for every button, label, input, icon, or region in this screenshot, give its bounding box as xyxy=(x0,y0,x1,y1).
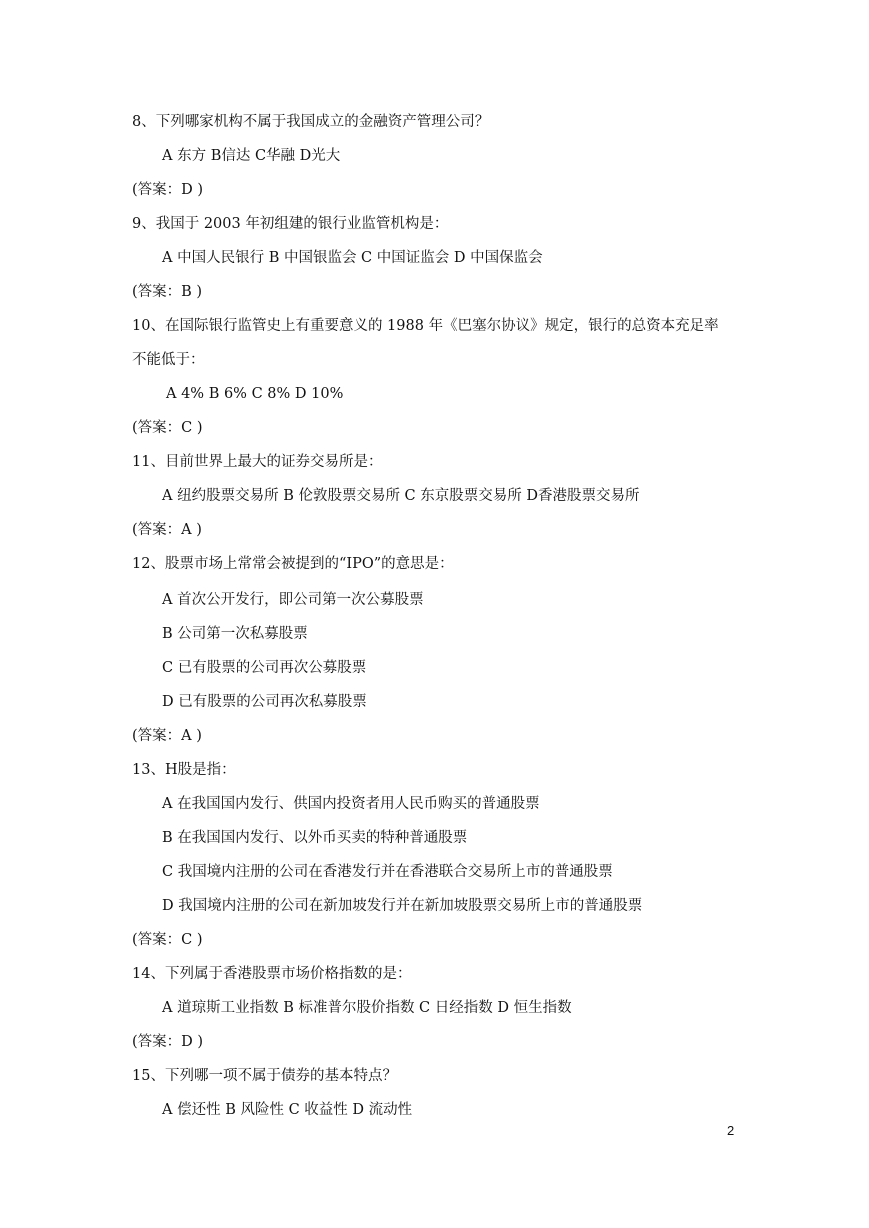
question-8-options: A 东方 B信达 C华融 D光大 xyxy=(162,148,341,164)
question-11: 11、目前世界上最大的证券交易所是： xyxy=(132,454,383,470)
question-14: 14、下列属于香港股票市场价格指数的是： xyxy=(132,966,412,982)
question-14-options: A 道琼斯工业指数 B 标准普尔股价指数 C 日经指数 D 恒生指数 xyxy=(162,1000,572,1016)
question-11-answer: (答案：A ) xyxy=(132,522,202,538)
question-13-option-b: B 在我国国内发行、以外币买卖的特种普通股票 xyxy=(162,830,468,846)
question-13-option-a: A 在我国国内发行、供国内投资者用人民币购买的普通股票 xyxy=(162,796,540,812)
question-12-option-d: D 已有股票的公司再次私募股票 xyxy=(162,694,367,710)
question-13: 13、H股是指： xyxy=(132,762,236,778)
question-9-options: A 中国人民银行 B 中国银监会 C 中国证监会 D 中国保监会 xyxy=(162,250,543,266)
question-11-options: A 纽约股票交易所 B 伦敦股票交易所 C 东京股票交易所 D香港股票交易所 xyxy=(162,488,640,504)
question-8-answer: (答案：D ) xyxy=(132,182,204,198)
question-10-options: A 4% B 6% C 8% D 10% xyxy=(166,386,344,402)
question-12-option-b: B 公司第一次私募股票 xyxy=(162,626,308,642)
question-13-option-d: D 我国境内注册的公司在新加坡发行并在新加坡股票交易所上市的普通股票 xyxy=(162,898,643,914)
question-15-options: A 偿还性 B 风险性 C 收益性 D 流动性 xyxy=(162,1102,413,1118)
question-12-answer: (答案：A ) xyxy=(132,728,202,744)
question-10-line-2: 不能低于： xyxy=(132,352,205,368)
question-9-answer: (答案：B ) xyxy=(132,284,203,300)
question-15: 15、下列哪一项不属于债券的基本特点？ xyxy=(132,1068,397,1084)
question-13-option-c: C 我国境内注册的公司在香港发行并在香港联合交易所上市的普通股票 xyxy=(162,864,613,880)
question-9: 9、我国于 2003 年初组建的银行业监管机构是： xyxy=(132,216,449,232)
question-12-option-a: A 首次公开发行，即公司第一次公募股票 xyxy=(162,592,424,608)
question-13-answer: (答案：C ) xyxy=(132,932,203,948)
question-12: 12、股票市场上常常会被提到的“IPO”的意思是： xyxy=(132,556,454,572)
question-12-option-c: C 已有股票的公司再次公募股票 xyxy=(162,660,367,676)
question-10-line-1: 10、在国际银行监管史上有重要意义的 1988 年《巴塞尔协议》规定，银行的总资本充足率 xyxy=(132,318,719,334)
question-14-answer: (答案：D ) xyxy=(132,1034,204,1050)
question-8: 8、下列哪家机构不属于我国成立的金融资产管理公司？ xyxy=(132,114,490,130)
page-number: 2 xyxy=(727,1123,735,1138)
question-10-answer: (答案：C ) xyxy=(132,420,203,436)
